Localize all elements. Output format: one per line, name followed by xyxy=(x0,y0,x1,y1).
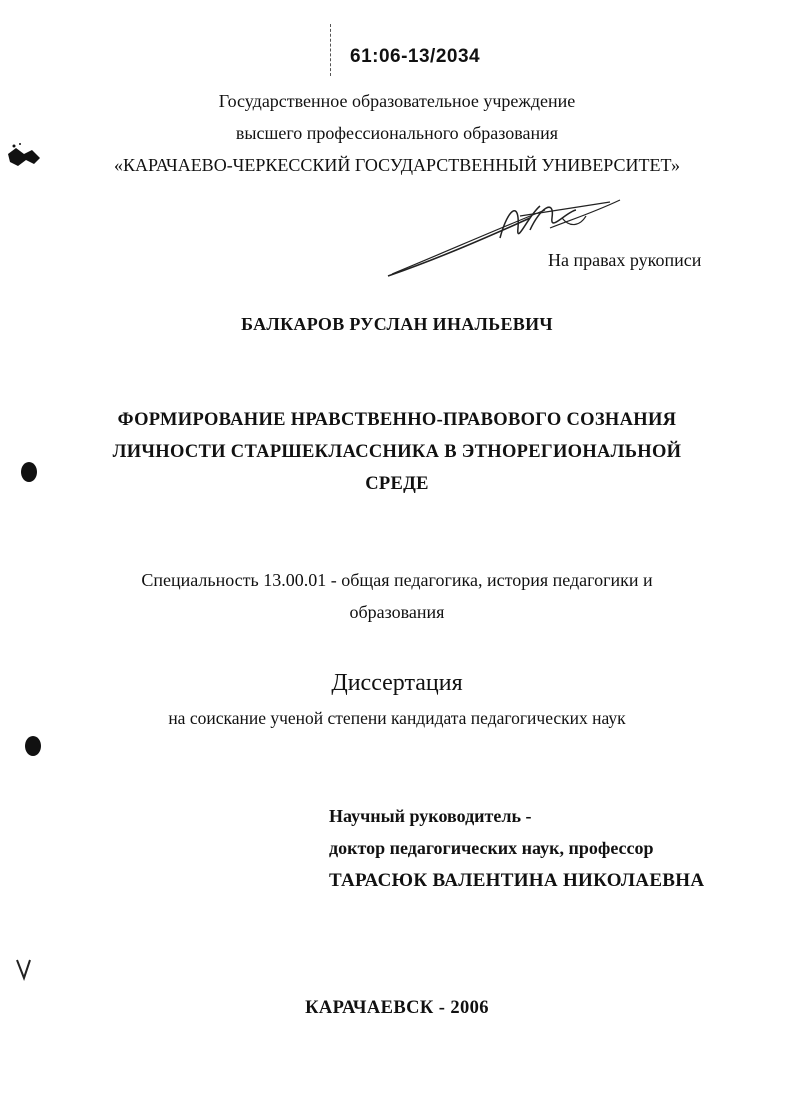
institution-line-3: «КАРАЧАЕВО-ЧЕРКЕССКИЙ ГОСУДАРСТВЕННЫЙ УНИВЕРСИТЕТ» xyxy=(114,155,680,175)
author-name: БАЛКАРОВ РУСЛАН ИНАЛЬЕВИЧ xyxy=(241,314,553,334)
scan-smudge-icon xyxy=(4,140,44,176)
scan-mark-icon xyxy=(14,956,34,982)
supervisor-role: Научный руководитель - xyxy=(329,806,532,826)
specialty-line-1: Специальность 13.00.01 - общая педагогика, история педагогики и xyxy=(141,570,653,590)
title-line-2: ЛИЧНОСТИ СТАРШЕКЛАССНИКА В ЭТНОРЕГИОНАЛЬНОЙ xyxy=(112,442,682,462)
stamp-number: 61:06-13/2034 xyxy=(350,46,481,67)
supervisor-name: ТАРАСЮК ВАЛЕНТИНА НИКОЛАЕВНА xyxy=(329,870,705,891)
title-line-3: СРЕДЕ xyxy=(365,474,429,494)
title-line-1: ФОРМИРОВАНИЕ НРАВСТВЕННО-ПРАВОВОГО СОЗНАНИЯ xyxy=(117,410,677,430)
punch-hole-icon xyxy=(22,734,44,758)
supervisor-credentials: доктор педагогических наук, профессор xyxy=(329,838,654,858)
punch-hole-icon xyxy=(18,460,40,484)
city-year: КАРАЧАЕВСК - 2006 xyxy=(305,998,489,1018)
manuscript-rights-label: На правах рукописи xyxy=(548,250,702,270)
institution-line-2: высшего профессионального образования xyxy=(235,123,559,143)
stamp-separator xyxy=(330,24,332,76)
institution-line-1: Государственное образовательное учреждение xyxy=(218,91,576,111)
document-type: Диссертация xyxy=(331,670,463,696)
specialty-line-2: образования xyxy=(349,602,445,622)
degree-description: на соискание ученой степени кандидата педагогических наук xyxy=(168,708,626,728)
